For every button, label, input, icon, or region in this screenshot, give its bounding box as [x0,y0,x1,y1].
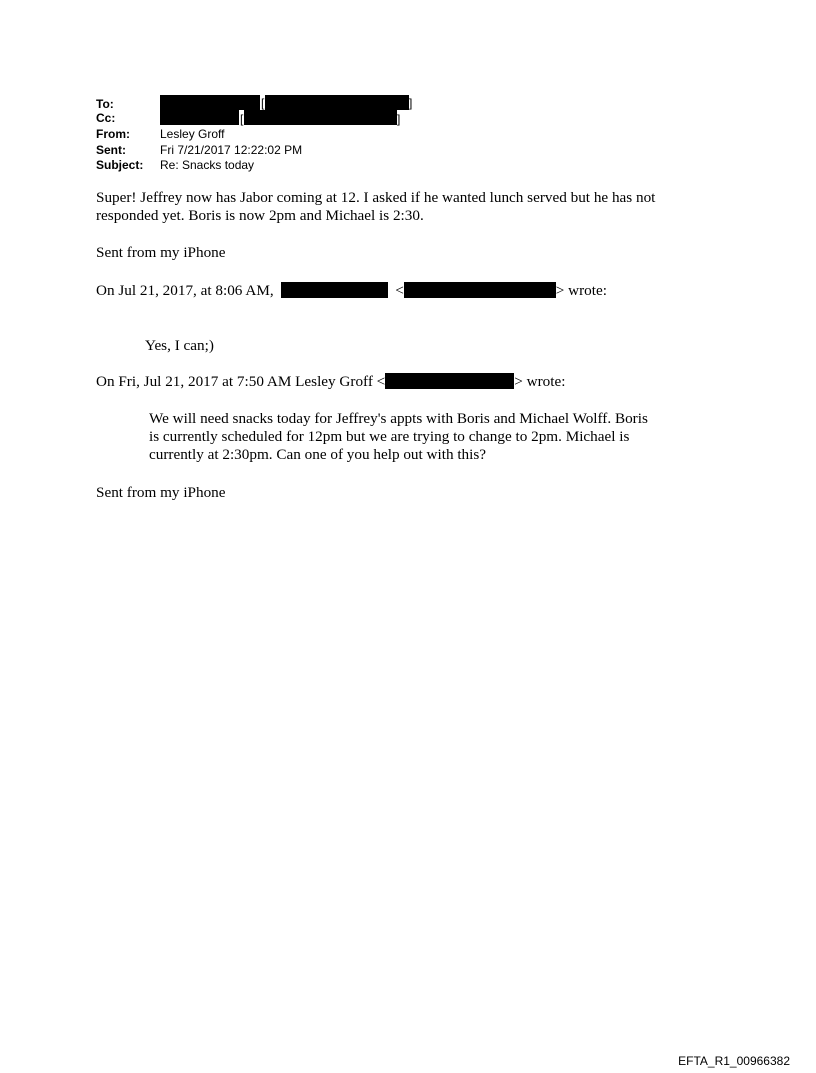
cc-bracket-close: ] [397,112,401,126]
from-value: Lesley Groff [160,127,225,141]
to-bracket-close: ] [409,96,413,110]
signature-2: Sent from my iPhone [96,484,226,501]
from-row [96,127,426,141]
cc-redaction-email [244,110,397,125]
sent-value: Fri 7/21/2017 12:22:02 PM [160,143,303,157]
to-redaction-email [265,95,409,110]
to-redaction-name [160,95,260,110]
body-line-2: responded yet. Boris is now 2pm and Michael is 2:30. [96,207,424,224]
from-label: From: [96,127,130,141]
sent-label: Sent: [96,143,126,157]
cc-redaction-name [160,110,239,125]
to-bracket-open: [ [261,96,265,110]
signature-1: Sent from my iPhone [96,244,226,261]
body-line-1: Super! Jeffrey now has Jabor coming at 12. I asked if he wanted lunch served but he has not [96,189,656,206]
subject-label: Subject: [96,158,144,172]
original-line-2: is currently scheduled for 12pm but we are trying to change to 2pm. Michael is [149,428,630,445]
quote2-suffix: > wrote: [514,373,566,390]
quote1-prefix: On Jul 21, 2017, at 8:06 AM, [96,282,274,299]
original-line-3: currently at 2:30pm. Can one of you help out with this? [149,446,487,463]
reply-text: Yes, I can;) [145,337,214,354]
quote1-suffix: > wrote: [555,282,607,299]
quote-header-1 [96,282,607,300]
quote2-prefix: On Fri, Jul 21, 2017 at 7:50 AM Lesley Groff < [96,373,386,390]
sent-row [96,143,426,157]
quote1-lt: < [395,282,404,299]
cc-bracket-open: [ [240,112,244,126]
document-id: EFTA_R1_00966382 [678,1054,790,1068]
subject-row [96,158,426,172]
quote2-redaction-email [385,373,514,389]
quote1-redaction-email [404,282,556,298]
subject-value: Re: Snacks today [160,158,255,172]
original-line-1: We will need snacks today for Jeffrey's appts with Boris and Michael Wolff. Boris [149,410,648,427]
quote1-redaction-name [281,282,388,298]
cc-label: Cc: [96,111,116,125]
quote-header-2 [96,373,565,391]
to-label: To: [96,97,114,111]
